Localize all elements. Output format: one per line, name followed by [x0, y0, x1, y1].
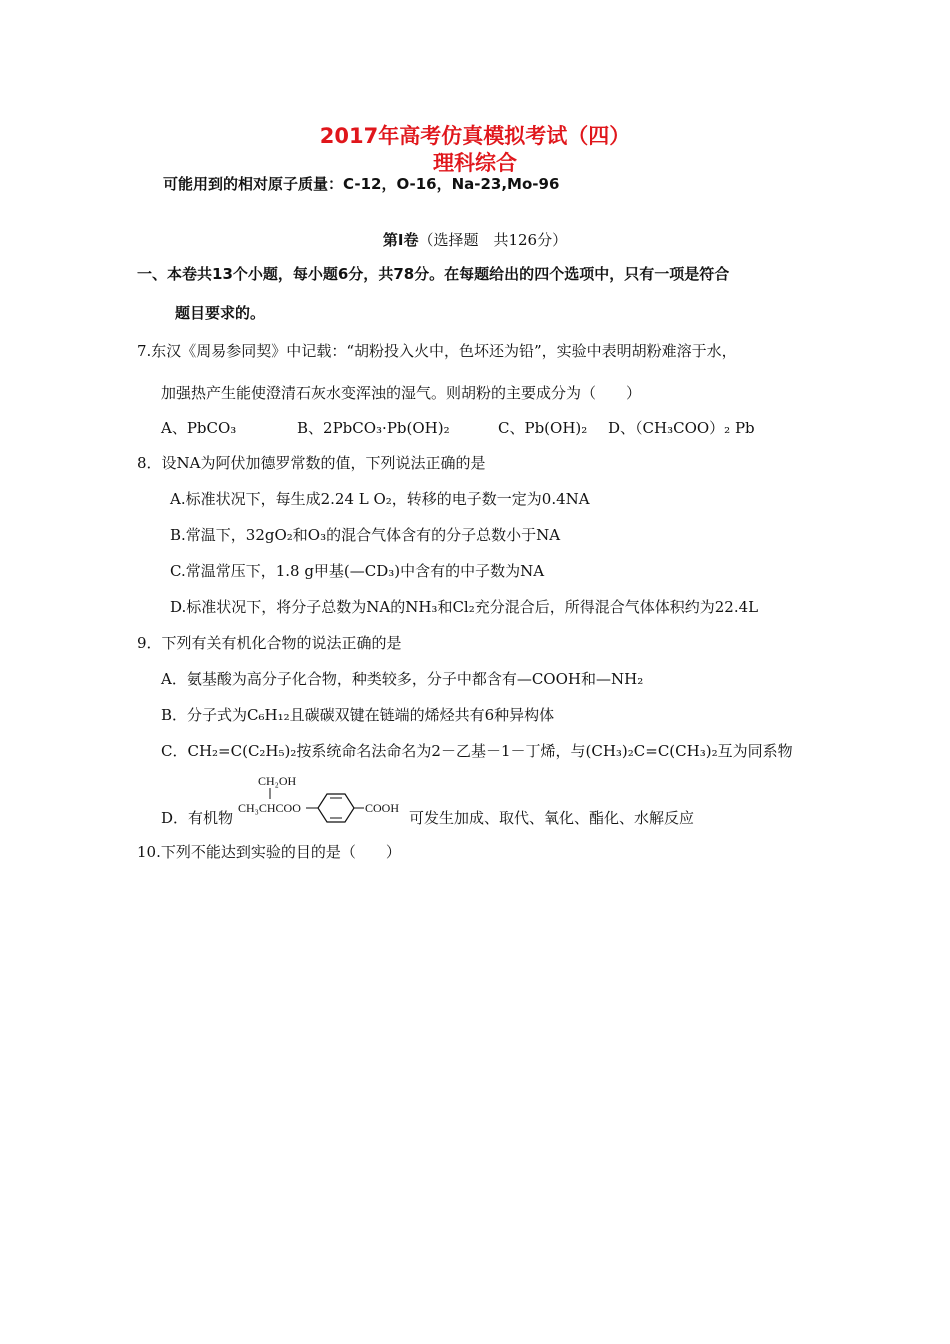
q7-option-a: A、PbCO₃ — [161, 419, 237, 437]
q9-stem: 9．下列有关有机化合物的说法正确的是 — [137, 634, 402, 652]
exam-subtitle: 理科综合 — [433, 151, 517, 175]
q7-option-b: B、2PbCO₃·Pb(OH)₂ — [297, 419, 450, 437]
q9-option-d-prefix: D．有机物 — [161, 809, 234, 827]
atomic-masses: 可能用到的相对原子质量：C-12，O-16，Na-23,Mo-96 — [163, 175, 560, 193]
instructions-line-2: 题目要求的。 — [175, 304, 266, 322]
q7-option-c: C、Pb(OH)₂ — [498, 419, 588, 437]
section-heading — [0, 230, 950, 250]
q9-option-d-suffix: 可发生加成、取代、氧化、酯化、水解反应 — [409, 809, 695, 827]
q9-option-a: A．氨基酸为高分子化合物，种类较多，分子中都含有—COOH和—NH₂ — [161, 670, 644, 688]
q8-option-b: B.常温下，32gO₂和O₃的混合气体含有的分子总数小于NA — [170, 526, 561, 544]
organic-molecule-structure — [236, 772, 416, 826]
section-heading-note: （选择题 共126分） — [418, 231, 568, 249]
q8-option-c: C.常温常压下，1.8 g甲基(—CD₃)中含有的中子数为NA — [170, 562, 545, 580]
molecule-right-group: COOH — [365, 801, 400, 815]
q9-option-b: B．分子式为C₆H₁₂且碳碳双键在链端的烯烃共有6种异构体 — [161, 706, 555, 724]
molecule-left-group: CH₃CHCOO — [238, 801, 301, 815]
q8-option-a: A.标准状况下，每生成2.24 L O₂，转移的电子数一定为0.4NA — [170, 490, 590, 508]
q7-options — [161, 418, 755, 438]
q8-option-d: D.标准状况下，将分子总数为NA的NH₃和Cl₂充分混合后，所得混合气体体积约为22.4L — [170, 598, 759, 616]
q7-stem-line-1: 7.东汉《周易参同契》中记载：“胡粉投入火中，色坏还为铅”，实验中表明胡粉难溶于水， — [137, 342, 737, 360]
q7-stem-line-2: 加强热产生能使澄清石灰水变浑浊的湿气。则胡粉的主要成分为（ ） — [161, 384, 642, 402]
q8-stem: 8．设NA为阿伏加德罗常数的值，下列说法正确的是 — [137, 454, 486, 472]
q9-option-c: C．CH₂=C(C₂H₅)₂按系统命名法命名为2－乙基－1－丁烯，与(CH₃)₂C=C(CH₃)₂互为同系物 — [161, 742, 793, 760]
q7-option-d: D、（CH₃COO）₂ Pb — [608, 419, 755, 437]
instructions-line-1: 一、本卷共13个小题，每小题6分，共78分。在每题给出的四个选项中，只有一项是符合 — [137, 265, 730, 283]
section-heading-label: 第Ⅰ卷 — [382, 231, 419, 249]
q10-stem: 10.下列不能达到实验的目的是（ ） — [137, 843, 401, 861]
exam-title: 2017年高考仿真模拟考试（四） — [319, 124, 631, 148]
molecule-top-group: CH₂OH — [258, 774, 297, 788]
